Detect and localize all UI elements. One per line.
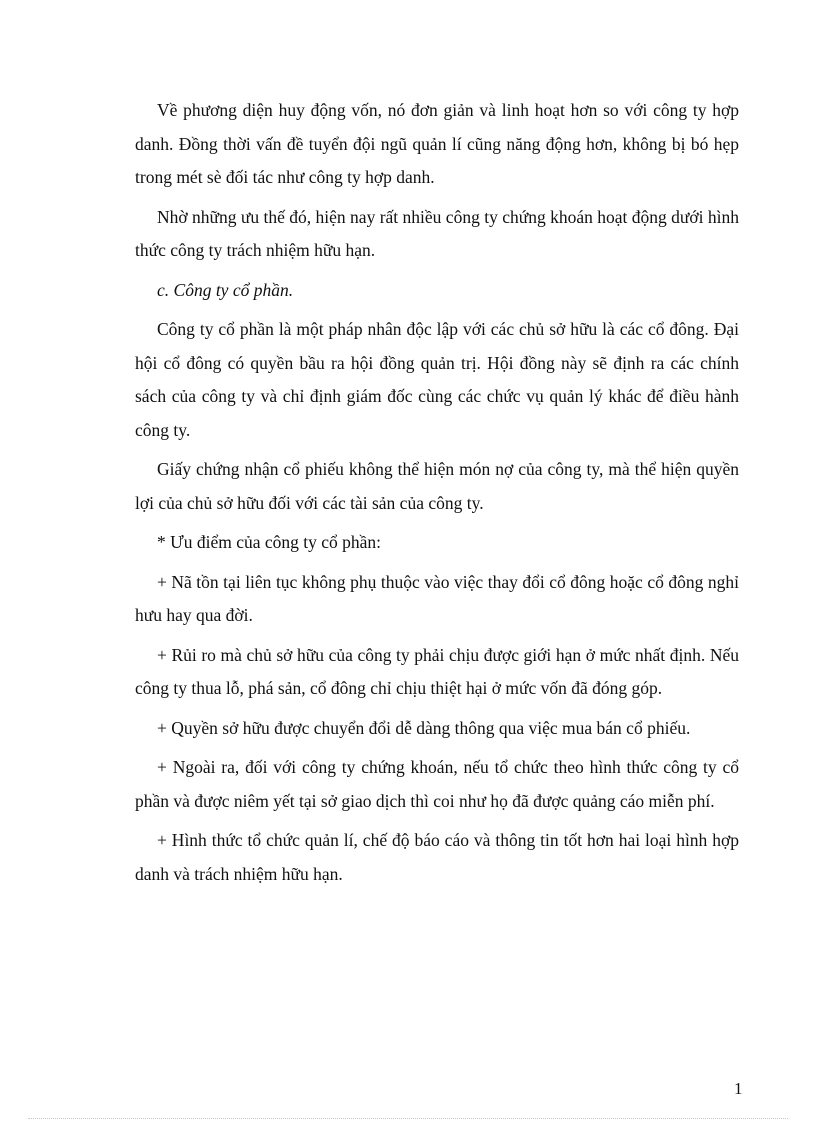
list-item-better-reporting: + Hình thức tổ chức quản lí, chế độ báo cáo và thông tin tốt hơn hai loại hình hợp danh và trách nhiệm hữu hạn. (135, 830, 739, 884)
footer-divider (28, 1118, 788, 1119)
list-item-ownership-transfer: + Quyền sở hữu được chuyển đổi dễ dàng thông qua việc mua bán cổ phiếu. (157, 717, 691, 738)
list-item-limited-risk: + Rủi ro mà chủ sở hữu của công ty phải chịu được giới hạn ở mức nhất định. Nếu công ty thua lỗ, phá sản, cổ đông chỉ chịu thiệt hại ở mức vốn đã đóng góp. (135, 644, 739, 698)
list-item-free-advertising: + Ngoài ra, đối với công ty chứng khoán, nếu tổ chức theo hình thức công ty cổ phần và được niêm yết tại sở giao dịch thì coi như họ đã được quảng cáo miễn phí. (135, 757, 739, 811)
paragraph-joint-stock-definition: Công ty cổ phần là một pháp nhân độc lập với các chủ sở hữu là các cổ đông. Đại hội cổ đông có quyền bầu ra hội đồng quản trị. Hội đồng này sẽ định ra các chính sách của công ty và chỉ định giám đốc cùng các chức vụ quản lý khác để điều hành công ty. (135, 319, 739, 440)
paragraph-share-certificate: Giấy chứng nhận cổ phiếu không thể hiện món nợ của công ty, mà thể hiện quyền lợi của chủ sở hữu đối với các tài sản của công ty. (135, 459, 739, 513)
paragraph-capital-mobilization: Về phương diện huy động vốn, nó đơn giản và linh hoạt hơn so với công ty hợp danh. Đồng thời vấn đề tuyển đội ngũ quản lí cũng năng động hơn, không bị bó hẹp trong mét sè đối tác như công ty hợp danh. (135, 100, 739, 187)
section-heading-joint-stock: c. Công ty cổ phần. (157, 279, 294, 300)
paragraph-advantages-llc: Nhờ những ưu thế đó, hiện nay rất nhiều công ty chứng khoán hoạt động dưới hình thức công ty trách nhiệm hữu hạn. (135, 206, 739, 260)
list-item-continuity: + Nã tồn tại liên tục không phụ thuộc vào việc thay đổi cổ đông hoặc cổ đông nghỉ hưu hay qua đời. (135, 571, 739, 625)
page-body (135, 94, 739, 897)
paragraph-advantages-heading: * Ưu điểm của công ty cổ phần: (157, 532, 382, 552)
page-number: 1 (734, 1079, 743, 1098)
